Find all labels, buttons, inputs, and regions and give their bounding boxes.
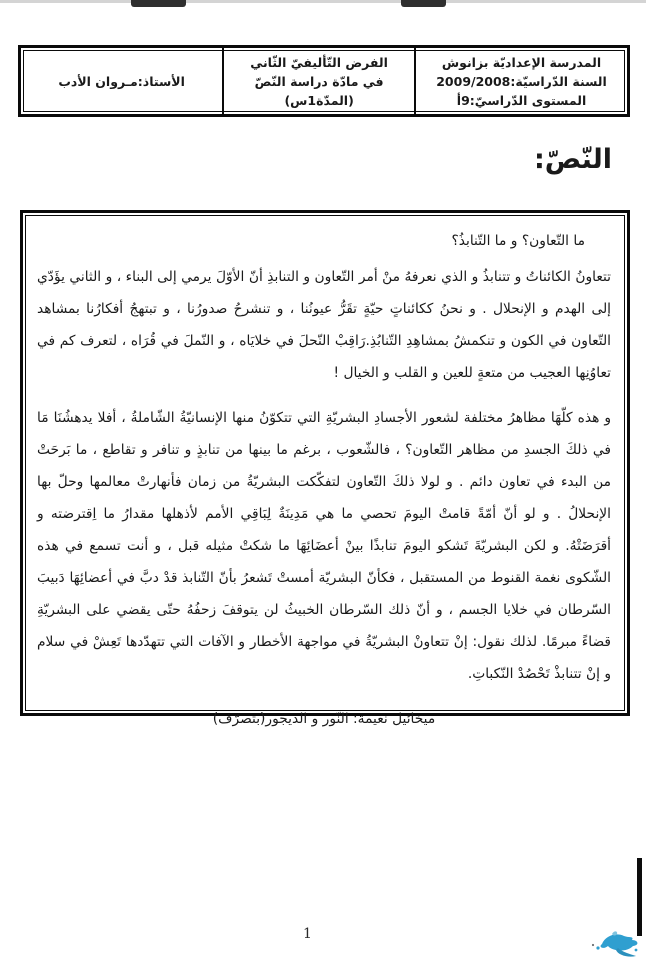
grade-level: المستوى الدّراسيّ:9أ [456,92,587,108]
text-opening-question: ما التّعاون؟ و ما التّنابذُ؟ [451,233,585,249]
school-name: المدرسة الإعداديّة بزانوش [441,54,602,70]
exam-subject: في مادّة دراسة النّصّ [254,73,384,89]
exam-title: الفرض التّأليفيّ الثّاني [250,54,388,70]
section-title: النّصّ: [533,144,612,175]
page-number: 1 [303,926,312,942]
school-year: السنة الدّراسيّة:2009/2008 [436,73,607,89]
teacher-name: الأستاذ:مـروان الأدب [58,73,185,89]
reading-text-frame [20,210,630,727]
text-paragraph-1: تتعاونُ الكائناتُ و تتنابذُ و الذي نعرفهُ منْ أمر التّعاون و التنابذِ أنّ الأوّلَ يرمي إلى البناء ، و الثاني يؤَدّي إلى الهدم و الإنحلال . و نحنُ ككائناتٍ حيّةٍ تقَرُّ عيونُنا ، و تنشرحُ صدورُنا ، و تبتهجُ أفكارُنا بمشاهد التّعاون في الكون و تنكمشُ بمشاهِدِ التّنابُذِ.رَاقِبْ النّحلَ في خلايَاه ، و النّملَ في قُرَاه ، لتعرف كم في تعاوُنِها العجيب من متعةٍ للعين و القلب و الخيال ! [37,269,611,381]
header-teacher-column [21,48,222,114]
text-paragraph-2: و هذه كلّهَا مظاهرُ مختلفة لشعور الأجسادِ البشريّةِ التي تتكوّنُ منها الإنسانيّةُ الشّاملةُ ، أفلا يدهشُنَا مَا في ذلكَ الجسدِ من مظاهر التّعاون؟ ، فالشّعوب ، برغم ما بينها من تنابذٍ و تنافر و تقاطع ، ما بَرحَتْ من البدء في تعاون دائم . و لولا ذلكَ التّعاون لتفكّكت البشريّةُ من زمان فأنهارتْ معالمها وحلّ بها الإنحلالُ . و لو أنّ أمّةً قامتْ اليومَ تحصي ما هي مَدِينَةٌ لِبَاقِي الأمم لأذهلها مقدارُ ما اِقترضته و أقرَضَتْهُ. و لكن البشريّةَ تَشكو اليومَ تنابذًا بينْ أعضَائِهَا ما شكتْ مثيله قبل ، و أنت تسمع في هذه الشّكوى نغمة القنوط من المستقبل ، فكأنّ البشريّة أمستْ تَشعرُ بأنّ التّنابذ قدْ دبَّ في أعضائِهَا دَبيبَ السّرطان في خلايا الجسم ، و أنّ ذلك السّرطان الخبيثُ لن يتوقفَ زحفُهُ حتّى يقضي على البشريّةِ قضاءً مبرمًا. لذلك نقول: إنْ تتعاونْ البشريّةُ في مواجهة الأخطار و الآفات التي تتهدّدها تَعِشْ في سلام و إنْ تتنابذْ تَحْصُدْ النّكباتِ. [37,410,611,682]
scan-artifact-top-line [0,0,646,3]
exam-header-table [18,45,630,117]
author-attribution: ميخائيل نعيمة: النّور و الديجور(بتصرّف) [212,711,436,727]
scan-artifact-edge-bar [637,858,642,936]
header-exam-column [222,48,416,114]
header-school-column [416,48,627,114]
ink-splash-logo [572,928,646,960]
scan-artifact-mark [401,0,446,7]
exam-duration: (المدّة1س) [284,92,354,108]
scan-artifact-mark [131,0,186,7]
